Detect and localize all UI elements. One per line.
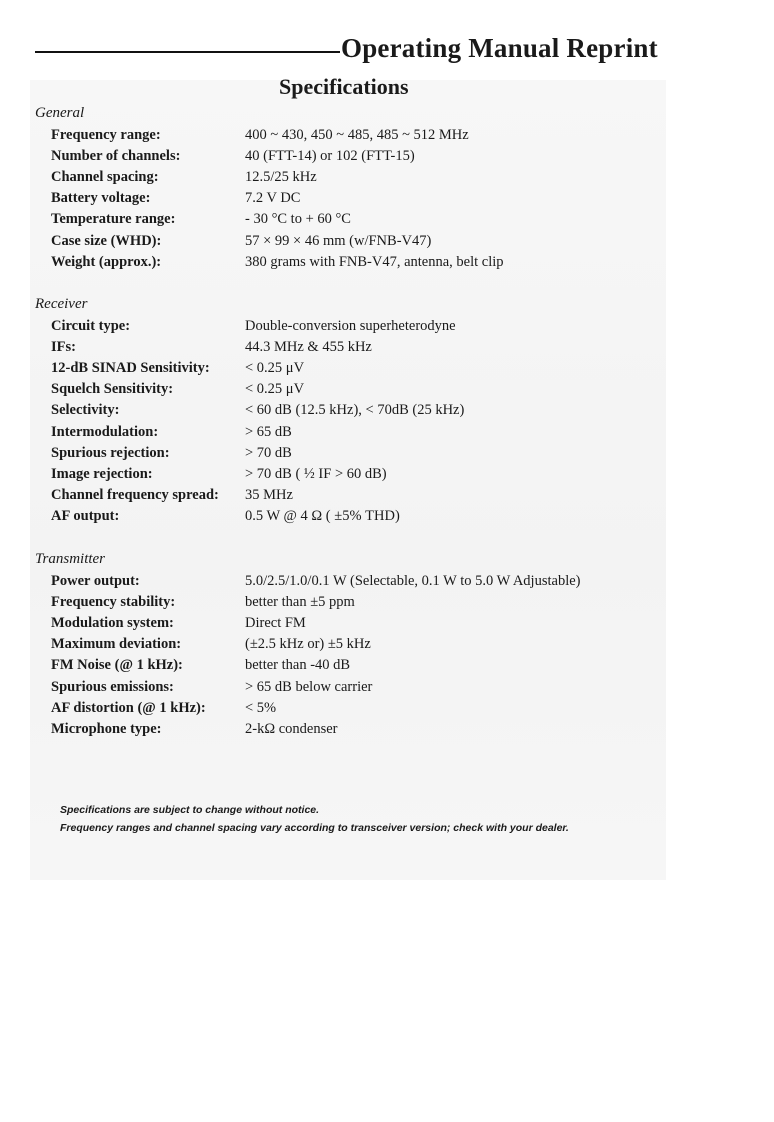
spec-value: > 70 dB xyxy=(245,445,292,461)
spec-value: better than -40 dB xyxy=(245,657,351,673)
spec-row xyxy=(0,594,774,615)
footnotes xyxy=(60,801,569,837)
spec-row xyxy=(0,445,774,466)
spec-row xyxy=(0,424,774,445)
section-title: Transmitter xyxy=(35,551,106,567)
spec-label: Channel frequency spread: xyxy=(51,487,219,503)
spec-label: AF distortion (@ 1 kHz): xyxy=(51,700,206,716)
spec-row xyxy=(0,254,774,275)
spec-row xyxy=(0,233,774,254)
spec-label: Selectivity: xyxy=(51,402,120,418)
spec-value: Direct FM xyxy=(245,615,306,631)
spec-value: 12.5/25 kHz xyxy=(245,169,317,185)
spec-label: Battery voltage: xyxy=(51,190,151,206)
spec-value: 40 (FTT-14) or 102 (FTT-15) xyxy=(245,148,415,164)
spec-row xyxy=(0,700,774,721)
spec-row xyxy=(0,657,774,678)
spec-row xyxy=(0,573,774,594)
spec-label: Intermodulation: xyxy=(51,424,159,440)
spec-value: 0.5 W @ 4 Ω ( ±5% THD) xyxy=(245,508,400,524)
spec-value: 5.0/2.5/1.0/0.1 W (Selectable, 0.1 W to 5.0 W Adjustable) xyxy=(245,573,581,589)
spec-value: - 30 °C to + 60 °C xyxy=(245,211,351,227)
section-title: General xyxy=(35,105,85,121)
spec-label: Channel spacing: xyxy=(51,169,159,185)
spec-row xyxy=(0,190,774,211)
spec-value: > 70 dB ( ½ IF > 60 dB) xyxy=(245,466,387,482)
spec-value: 35 MHz xyxy=(245,487,293,503)
spec-value: better than ±5 ppm xyxy=(245,594,355,610)
spec-row xyxy=(0,211,774,232)
spec-label: Temperature range: xyxy=(51,211,176,227)
spec-value: < 0.25 μV xyxy=(245,360,305,376)
spec-label: Image rejection: xyxy=(51,466,153,482)
spec-label: AF output: xyxy=(51,508,120,524)
spec-label: Modulation system: xyxy=(51,615,174,631)
spec-value: < 0.25 μV xyxy=(245,381,305,397)
spec-value: > 65 dB xyxy=(245,424,292,440)
spec-label: Spurious rejection: xyxy=(51,445,170,461)
spec-label: Weight (approx.): xyxy=(51,254,162,270)
spec-row xyxy=(0,360,774,381)
header-title: Operating Manual Reprint xyxy=(341,33,658,63)
spec-row xyxy=(0,127,774,148)
header-rule xyxy=(35,51,340,53)
spec-label: IFs: xyxy=(51,339,76,355)
spec-label: Frequency range: xyxy=(51,127,161,143)
spec-row xyxy=(0,169,774,190)
spec-label: Case size (WHD): xyxy=(51,233,162,249)
footnote: Frequency ranges and channel spacing vary according to transceiver version; check with your dealer. xyxy=(60,822,569,834)
spec-value: 380 grams with FNB-V47, antenna, belt clip xyxy=(245,254,504,270)
spec-label: 12-dB SINAD Sensitivity: xyxy=(51,360,210,376)
spec-value: < 60 dB (12.5 kHz), < 70dB (25 kHz) xyxy=(245,402,465,418)
spec-row xyxy=(0,318,774,339)
spec-value: 400 ~ 430, 450 ~ 485, 485 ~ 512 MHz xyxy=(245,127,469,143)
spec-value: 2-kΩ condenser xyxy=(245,721,338,737)
spec-label: FM Noise (@ 1 kHz): xyxy=(51,657,183,673)
spec-row xyxy=(0,508,774,529)
spec-value: 44.3 MHz & 455 kHz xyxy=(245,339,372,355)
spec-row xyxy=(0,466,774,487)
spec-row xyxy=(0,339,774,360)
page-title: Specifications xyxy=(279,74,409,99)
spec-value: 57 × 99 × 46 mm (w/FNB-V47) xyxy=(245,233,432,249)
spec-row xyxy=(0,679,774,700)
spec-value: (±2.5 kHz or) ±5 kHz xyxy=(245,636,371,652)
footnote: Specifications are subject to change without notice. xyxy=(60,804,320,816)
spec-label: Power output: xyxy=(51,573,140,589)
spec-row xyxy=(0,636,774,657)
spec-value: Double-conversion superheterodyne xyxy=(245,318,456,334)
spec-row xyxy=(0,615,774,636)
spec-label: Spurious emissions: xyxy=(51,679,174,695)
section-title: Receiver xyxy=(35,296,88,312)
spec-label: Microphone type: xyxy=(51,721,162,737)
spec-row xyxy=(0,402,774,423)
spec-label: Maximum deviation: xyxy=(51,636,182,652)
spec-value: 7.2 V DC xyxy=(245,190,301,206)
spec-row xyxy=(0,487,774,508)
spec-value: > 65 dB below carrier xyxy=(245,679,373,695)
spec-row xyxy=(0,381,774,402)
spec-label: Squelch Sensitivity: xyxy=(51,381,174,397)
spec-value: < 5% xyxy=(245,700,277,716)
spec-label: Circuit type: xyxy=(51,318,131,334)
spec-row xyxy=(0,148,774,169)
spec-label: Frequency stability: xyxy=(51,594,176,610)
spec-label: Number of channels: xyxy=(51,148,181,164)
spec-row xyxy=(0,721,774,742)
